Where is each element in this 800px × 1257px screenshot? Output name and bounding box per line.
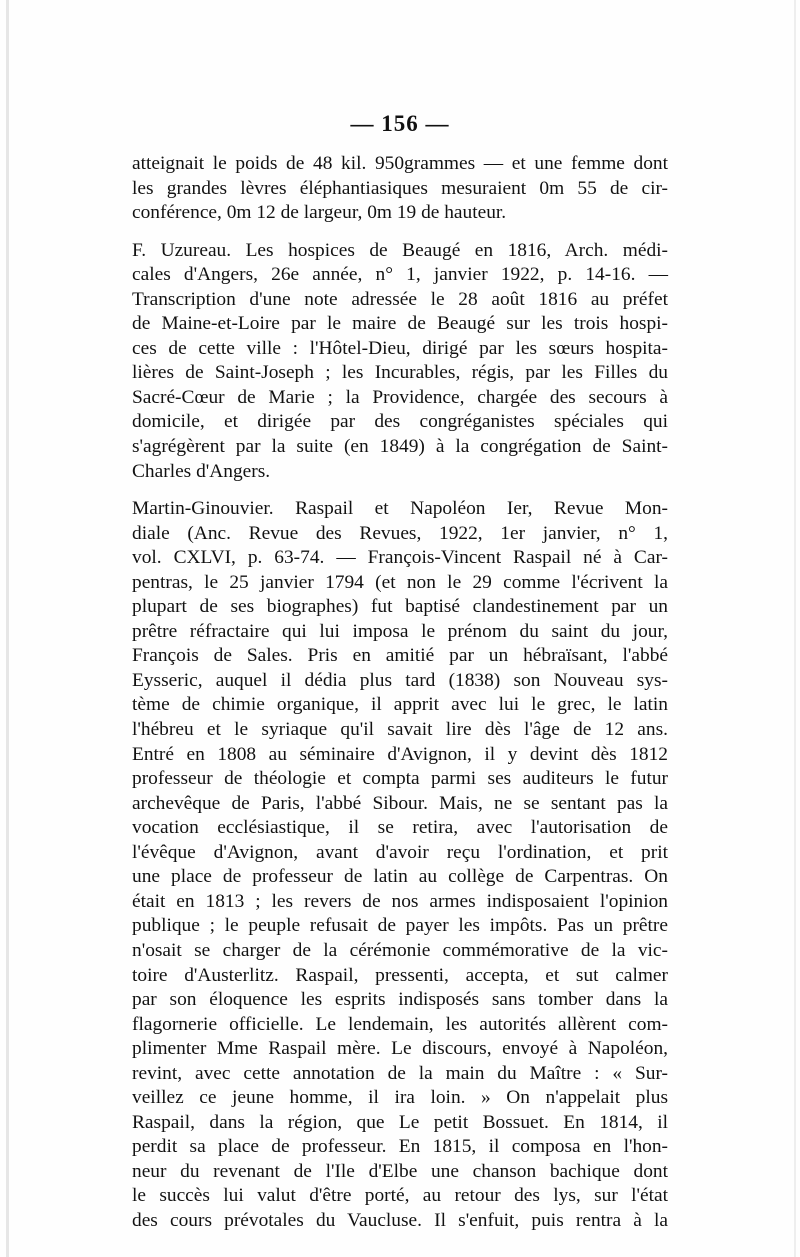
- text-line: domicile, et dirigée par des congréganistes spéciales qui: [132, 411, 668, 433]
- text-line: des cours prévotales du Vaucluse. Il s'enfuit, puis rentra à la: [132, 1209, 668, 1231]
- text-line: Sacré-Cœur de Marie ; la Providence, chargée des secours à: [132, 386, 668, 408]
- text-line: diale (Anc. Revue des Revues, 1922, 1er janvier, n° 1,: [132, 522, 668, 544]
- text-line: tème de chimie organique, il apprit avec lui le grec, le latin: [132, 694, 668, 716]
- text-line: le succès lui valut d'être porté, au retour des lys, sur l'état: [132, 1185, 668, 1207]
- text-line: cales d'Angers, 26e année, n° 1, janvier 1922, p. 14-16. —: [132, 264, 668, 286]
- text-line: de Maine-et-Loire par le maire de Beaugé sur les trois hospi-: [132, 313, 668, 335]
- text-line: s'agrégèrent par la suite (en 1849) à la congrégation de Saint-: [132, 436, 668, 458]
- text-line: vol. CXLVI, p. 63-74. — François-Vincent Raspail né à Car-: [132, 547, 668, 569]
- body-text: [132, 152, 668, 1234]
- text-line: l'évêque d'Avignon, avant d'avoir reçu l'ordination, et prit: [132, 841, 668, 863]
- text-line: prêtre réfractaire qui lui imposa le prénom du saint du jour,: [132, 620, 668, 642]
- text-line: une place de professeur de latin au collège de Carpentras. On: [132, 866, 668, 888]
- text-line: l'hébreu et le syriaque qu'il savait lire dès l'âge de 12 ans.: [132, 719, 668, 741]
- text-line: Transcription d'une note adressée le 28 août 1816 au préfet: [132, 288, 668, 310]
- paragraph: [132, 497, 668, 1233]
- text-line: Entré en 1808 au séminaire d'Avignon, il y devint dès 1812: [132, 743, 668, 765]
- page-number: — 156 —: [350, 111, 450, 136]
- paragraph: [132, 152, 668, 226]
- text-line: François de Sales. Pris en amitié par un hébraïsant, l'abbé: [132, 645, 668, 667]
- paragraph: [132, 239, 668, 484]
- text-line: plupart de ses biographes) fut baptisé clandestinement par un: [132, 596, 668, 618]
- text-line: Charles d'Angers.: [132, 460, 271, 482]
- text-line: publique ; le peuple refusait de payer les impôts. Pas un prêtre: [132, 915, 668, 937]
- text-line: Martin-Ginouvier. Raspail et Napoléon Ier, Revue Mon-: [132, 498, 668, 520]
- text-line: les grandes lèvres éléphantiasiques mesuraient 0m 55 de cir-: [132, 177, 668, 199]
- text-line: Raspail, dans la région, que Le petit Bossuet. En 1814, il: [132, 1111, 668, 1133]
- text-line: par son éloquence les esprits indisposés sans tomber dans la: [132, 989, 668, 1011]
- text-line: F. Uzureau. Les hospices de Beaugé en 1816, Arch. médi-: [132, 239, 668, 261]
- text-line: plimenter Mme Raspail mère. Le discours, envoyé à Napoléon,: [132, 1038, 668, 1060]
- text-line: professeur de théologie et compta parmi ses auditeurs le futur: [132, 768, 668, 790]
- text-line: vocation ecclésiastique, il se retira, avec l'autorisation de: [132, 817, 668, 839]
- text-line: flagornerie officielle. Le lendemain, les autorités allèrent com-: [132, 1013, 668, 1035]
- text-line: perdit sa place de professeur. En 1815, il composa en l'hon-: [132, 1136, 668, 1158]
- text-line: neur du revenant de l'Ile d'Elbe une chanson bachique dont: [132, 1160, 668, 1182]
- text-line: n'osait se charger de la cérémonie commémorative de la vic-: [132, 939, 668, 961]
- text-line: veillez ce jeune homme, il ira loin. » On n'appelait plus: [132, 1087, 668, 1109]
- text-line: Eysseric, auquel il dédia plus tard (1838) son Nouveau sys-: [132, 669, 668, 691]
- text-line: toire d'Austerlitz. Raspail, pressenti, accepta, et sut calmer: [132, 964, 668, 986]
- text-line: ces de cette ville : l'Hôtel-Dieu, dirigé par les sœurs hospita-: [132, 337, 668, 359]
- page-edge-right: [794, 0, 796, 1257]
- text-line: lières de Saint-Joseph ; les Incurables, régis, par les Filles du: [132, 362, 668, 384]
- text-line: conférence, 0m 12 de largeur, 0m 19 de hauteur.: [132, 202, 507, 224]
- text-line: pentras, le 25 janvier 1794 (et non le 29 comme l'écrivent la: [132, 571, 668, 593]
- text-line: atteignait le poids de 48 kil. 950grammes — et une femme dont: [132, 153, 668, 174]
- text-line: était en 1813 ; les revers de nos armes indisposaient l'opinion: [132, 890, 668, 912]
- text-line: revint, avec cette annotation de la main du Maître : « Sur-: [132, 1062, 668, 1084]
- text-line: archevêque de Paris, l'abbé Sibour. Mais, ne se sentant pas la: [132, 792, 668, 814]
- page-edge-left: [6, 0, 9, 1257]
